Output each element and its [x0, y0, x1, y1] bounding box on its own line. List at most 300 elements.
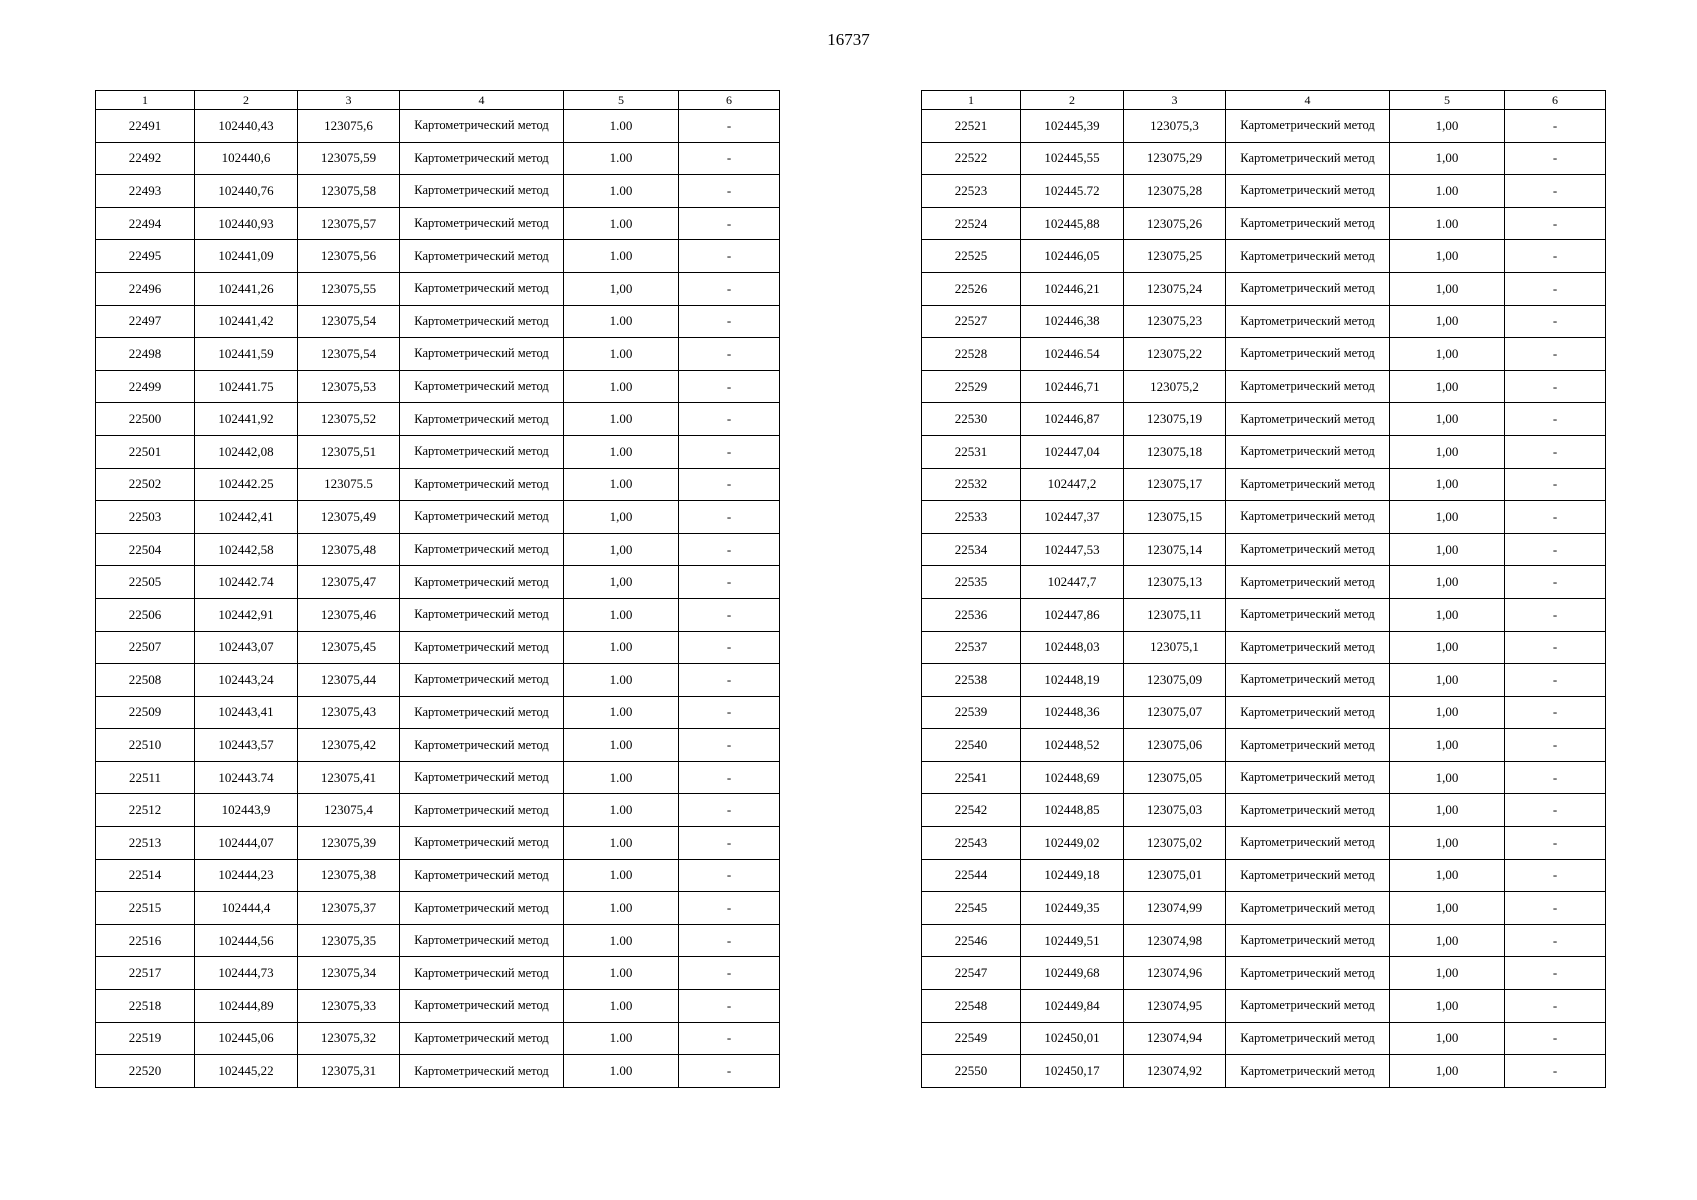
x-coordinate-cell: 102448,19 [1021, 664, 1124, 697]
x-coordinate-cell: 102449,35 [1021, 892, 1124, 925]
x-coordinate-cell: 102443,9 [195, 794, 298, 827]
table-row [922, 468, 1606, 501]
accuracy-cell: 1.00 [564, 435, 679, 468]
x-coordinate-cell: 102449,68 [1021, 957, 1124, 990]
x-coordinate-cell: 102445,39 [1021, 110, 1124, 143]
y-coordinate-cell: 123075,33 [298, 990, 400, 1023]
x-coordinate-cell: 102440,6 [195, 142, 298, 175]
method-cell: Картометрический метод [1226, 598, 1390, 631]
table-row [922, 957, 1606, 990]
accuracy-cell: 1.00 [564, 696, 679, 729]
coordinates-table-left [95, 90, 780, 1088]
accuracy-cell: 1.00 [564, 598, 679, 631]
x-coordinate-cell: 102447,7 [1021, 566, 1124, 599]
table-row [96, 240, 780, 273]
accuracy-cell: 1.00 [564, 924, 679, 957]
x-coordinate-cell: 102442.74 [195, 566, 298, 599]
point-number-cell: 22505 [96, 566, 195, 599]
note-cell: - [1505, 696, 1606, 729]
method-cell: Картометрический метод [1226, 142, 1390, 175]
note-cell: - [679, 696, 780, 729]
x-coordinate-cell: 102444,89 [195, 990, 298, 1023]
accuracy-cell: 1.00 [564, 468, 679, 501]
accuracy-cell: 1.00 [564, 240, 679, 273]
method-cell: Картометрический метод [400, 370, 564, 403]
x-coordinate-cell: 102443,57 [195, 729, 298, 762]
note-cell: - [679, 794, 780, 827]
method-cell: Картометрический метод [1226, 794, 1390, 827]
point-number-cell: 22507 [96, 631, 195, 664]
note-cell: - [1505, 566, 1606, 599]
y-coordinate-cell: 123075,52 [298, 403, 400, 436]
x-coordinate-cell: 102443,24 [195, 664, 298, 697]
table-row [96, 566, 780, 599]
y-coordinate-cell: 123075,25 [1124, 240, 1226, 273]
accuracy-cell: 1,00 [1390, 957, 1505, 990]
accuracy-cell: 1.00 [564, 207, 679, 240]
note-cell: - [1505, 533, 1606, 566]
point-number-cell: 22526 [922, 272, 1021, 305]
accuracy-cell: 1.00 [564, 175, 679, 208]
table-row [922, 175, 1606, 208]
table-row [922, 761, 1606, 794]
header-row [96, 91, 780, 110]
table-row [922, 794, 1606, 827]
point-number-cell: 22524 [922, 207, 1021, 240]
method-cell: Картометрический метод [1226, 924, 1390, 957]
method-cell: Картометрический метод [400, 631, 564, 664]
table-row [96, 468, 780, 501]
method-cell: Картометрический метод [1226, 175, 1390, 208]
point-number-cell: 22521 [922, 110, 1021, 143]
method-cell: Картометрический метод [1226, 729, 1390, 762]
accuracy-cell: 1.00 [564, 403, 679, 436]
y-coordinate-cell: 123075,23 [1124, 305, 1226, 338]
table-row [96, 501, 780, 534]
x-coordinate-cell: 102448,52 [1021, 729, 1124, 762]
y-coordinate-cell: 123075,39 [298, 827, 400, 860]
method-cell: Картометрический метод [1226, 370, 1390, 403]
note-cell: - [679, 598, 780, 631]
note-cell: - [1505, 1055, 1606, 1088]
x-coordinate-cell: 102445,55 [1021, 142, 1124, 175]
table-row [922, 598, 1606, 631]
column-header: 5 [564, 91, 679, 110]
method-cell: Картометрический метод [400, 142, 564, 175]
point-number-cell: 22512 [96, 794, 195, 827]
method-cell: Картометрический метод [400, 566, 564, 599]
method-cell: Картометрический метод [1226, 664, 1390, 697]
point-number-cell: 22541 [922, 761, 1021, 794]
method-cell: Картометрический метод [400, 305, 564, 338]
note-cell: - [679, 207, 780, 240]
point-number-cell: 22549 [922, 1022, 1021, 1055]
method-cell: Картометрический метод [1226, 110, 1390, 143]
x-coordinate-cell: 102443.74 [195, 761, 298, 794]
column-header: 5 [1390, 91, 1505, 110]
y-coordinate-cell: 123075,54 [298, 338, 400, 371]
y-coordinate-cell: 123074,99 [1124, 892, 1226, 925]
method-cell: Картометрический метод [400, 240, 564, 273]
accuracy-cell: 1,00 [1390, 435, 1505, 468]
note-cell: - [679, 435, 780, 468]
x-coordinate-cell: 102447,2 [1021, 468, 1124, 501]
table-row [922, 827, 1606, 860]
table-row [96, 859, 780, 892]
table-row [96, 403, 780, 436]
accuracy-cell: 1,00 [1390, 924, 1505, 957]
table-row [922, 110, 1606, 143]
accuracy-cell: 1.00 [564, 729, 679, 762]
table-row [922, 566, 1606, 599]
table-row [96, 305, 780, 338]
x-coordinate-cell: 102445.72 [1021, 175, 1124, 208]
point-number-cell: 22531 [922, 435, 1021, 468]
method-cell: Картометрический метод [1226, 207, 1390, 240]
point-number-cell: 22494 [96, 207, 195, 240]
accuracy-cell: 1.00 [564, 664, 679, 697]
x-coordinate-cell: 102446,05 [1021, 240, 1124, 273]
note-cell: - [679, 272, 780, 305]
note-cell: - [1505, 598, 1606, 631]
method-cell: Картометрический метод [400, 598, 564, 631]
method-cell: Картометрический метод [400, 1022, 564, 1055]
table-row [922, 207, 1606, 240]
y-coordinate-cell: 123075,15 [1124, 501, 1226, 534]
table-row [96, 827, 780, 860]
column-header: 1 [922, 91, 1021, 110]
accuracy-cell: 1.00 [564, 859, 679, 892]
y-coordinate-cell: 123074,96 [1124, 957, 1226, 990]
accuracy-cell: 1,00 [1390, 240, 1505, 273]
note-cell: - [1505, 1022, 1606, 1055]
table-row [922, 272, 1606, 305]
table-row [96, 794, 780, 827]
accuracy-cell: 1,00 [1390, 272, 1505, 305]
method-cell: Картометрический метод [1226, 240, 1390, 273]
table-row [922, 338, 1606, 371]
note-cell: - [1505, 338, 1606, 371]
x-coordinate-cell: 102446,38 [1021, 305, 1124, 338]
note-cell: - [1505, 272, 1606, 305]
x-coordinate-cell: 102441.75 [195, 370, 298, 403]
method-cell: Картометрический метод [400, 696, 564, 729]
method-cell: Картометрический метод [400, 207, 564, 240]
point-number-cell: 22519 [96, 1022, 195, 1055]
x-coordinate-cell: 102449,02 [1021, 827, 1124, 860]
method-cell: Картометрический метод [400, 664, 564, 697]
y-coordinate-cell: 123074,98 [1124, 924, 1226, 957]
x-coordinate-cell: 102449,84 [1021, 990, 1124, 1023]
accuracy-cell: 1,00 [1390, 631, 1505, 664]
point-number-cell: 22544 [922, 859, 1021, 892]
table-row [96, 631, 780, 664]
accuracy-cell: 1,00 [1390, 892, 1505, 925]
method-cell: Картометрический метод [400, 533, 564, 566]
x-coordinate-cell: 102442,58 [195, 533, 298, 566]
y-coordinate-cell: 123075,29 [1124, 142, 1226, 175]
accuracy-cell: 1,00 [1390, 370, 1505, 403]
table-row [922, 305, 1606, 338]
accuracy-cell: 1,00 [1390, 1022, 1505, 1055]
y-coordinate-cell: 123075,05 [1124, 761, 1226, 794]
table-row [922, 924, 1606, 957]
x-coordinate-cell: 102447,53 [1021, 533, 1124, 566]
y-coordinate-cell: 123075,14 [1124, 533, 1226, 566]
method-cell: Картометрический метод [400, 272, 564, 305]
y-coordinate-cell: 123075,1 [1124, 631, 1226, 664]
note-cell: - [1505, 435, 1606, 468]
note-cell: - [679, 175, 780, 208]
point-number-cell: 22497 [96, 305, 195, 338]
note-cell: - [1505, 827, 1606, 860]
x-coordinate-cell: 102441,59 [195, 338, 298, 371]
point-number-cell: 22536 [922, 598, 1021, 631]
y-coordinate-cell: 123075,43 [298, 696, 400, 729]
note-cell: - [1505, 240, 1606, 273]
accuracy-cell: 1,00 [1390, 566, 1505, 599]
y-coordinate-cell: 123075,56 [298, 240, 400, 273]
y-coordinate-cell: 123075,19 [1124, 403, 1226, 436]
point-number-cell: 22496 [96, 272, 195, 305]
point-number-cell: 22491 [96, 110, 195, 143]
method-cell: Картометрический метод [1226, 403, 1390, 436]
note-cell: - [1505, 859, 1606, 892]
y-coordinate-cell: 123075,38 [298, 859, 400, 892]
point-number-cell: 22540 [922, 729, 1021, 762]
point-number-cell: 22548 [922, 990, 1021, 1023]
point-number-cell: 22538 [922, 664, 1021, 697]
y-coordinate-cell: 123075,41 [298, 761, 400, 794]
note-cell: - [1505, 207, 1606, 240]
note-cell: - [679, 370, 780, 403]
table-row [922, 892, 1606, 925]
point-number-cell: 22528 [922, 338, 1021, 371]
y-coordinate-cell: 123075,35 [298, 924, 400, 957]
y-coordinate-cell: 123075,58 [298, 175, 400, 208]
x-coordinate-cell: 102448,69 [1021, 761, 1124, 794]
method-cell: Картометрический метод [1226, 1022, 1390, 1055]
point-number-cell: 22501 [96, 435, 195, 468]
point-number-cell: 22516 [96, 924, 195, 957]
point-number-cell: 22514 [96, 859, 195, 892]
accuracy-cell: 1,00 [1390, 598, 1505, 631]
point-number-cell: 22530 [922, 403, 1021, 436]
table-row [96, 435, 780, 468]
method-cell: Картометрический метод [1226, 990, 1390, 1023]
point-number-cell: 22539 [922, 696, 1021, 729]
method-cell: Картометрический метод [1226, 827, 1390, 860]
y-coordinate-cell: 123075,24 [1124, 272, 1226, 305]
note-cell: - [679, 533, 780, 566]
table-row [96, 272, 780, 305]
accuracy-cell: 1,00 [1390, 110, 1505, 143]
table-row [922, 1055, 1606, 1088]
column-header: 1 [96, 91, 195, 110]
x-coordinate-cell: 102448,85 [1021, 794, 1124, 827]
note-cell: - [679, 827, 780, 860]
note-cell: - [1505, 990, 1606, 1023]
accuracy-cell: 1.00 [564, 761, 679, 794]
table-row [96, 142, 780, 175]
note-cell: - [1505, 631, 1606, 664]
method-cell: Картометрический метод [400, 924, 564, 957]
table-row [96, 338, 780, 371]
note-cell: - [679, 110, 780, 143]
y-coordinate-cell: 123074,95 [1124, 990, 1226, 1023]
x-coordinate-cell: 102442,91 [195, 598, 298, 631]
accuracy-cell: 1,00 [1390, 1055, 1505, 1088]
accuracy-cell: 1,00 [1390, 859, 1505, 892]
method-cell: Картометрический метод [400, 957, 564, 990]
table-row [96, 729, 780, 762]
y-coordinate-cell: 123075,06 [1124, 729, 1226, 762]
method-cell: Картометрический метод [400, 110, 564, 143]
y-coordinate-cell: 123075,44 [298, 664, 400, 697]
x-coordinate-cell: 102442,41 [195, 501, 298, 534]
x-coordinate-cell: 102441,92 [195, 403, 298, 436]
method-cell: Картометрический метод [1226, 859, 1390, 892]
point-number-cell: 22504 [96, 533, 195, 566]
accuracy-cell: 1,00 [564, 566, 679, 599]
x-coordinate-cell: 102448,36 [1021, 696, 1124, 729]
method-cell: Картометрический метод [400, 175, 564, 208]
point-number-cell: 22513 [96, 827, 195, 860]
accuracy-cell: 1.00 [564, 370, 679, 403]
table-row [922, 240, 1606, 273]
accuracy-cell: 1.00 [564, 892, 679, 925]
note-cell: - [679, 957, 780, 990]
table-row [96, 207, 780, 240]
method-cell: Картометрический метод [1226, 696, 1390, 729]
point-number-cell: 22546 [922, 924, 1021, 957]
point-number-cell: 22508 [96, 664, 195, 697]
method-cell: Картометрический метод [400, 403, 564, 436]
accuracy-cell: 1,00 [1390, 664, 1505, 697]
method-cell: Картометрический метод [400, 501, 564, 534]
note-cell: - [679, 142, 780, 175]
note-cell: - [1505, 110, 1606, 143]
note-cell: - [1505, 729, 1606, 762]
accuracy-cell: 1,00 [564, 501, 679, 534]
point-number-cell: 22499 [96, 370, 195, 403]
point-number-cell: 22495 [96, 240, 195, 273]
x-coordinate-cell: 102446.54 [1021, 338, 1124, 371]
column-header: 2 [1021, 91, 1124, 110]
accuracy-cell: 1.00 [564, 1055, 679, 1088]
accuracy-cell: 1,00 [1390, 533, 1505, 566]
method-cell: Картометрический метод [1226, 533, 1390, 566]
header-row [922, 91, 1606, 110]
note-cell: - [1505, 664, 1606, 697]
y-coordinate-cell: 123075,31 [298, 1055, 400, 1088]
point-number-cell: 22522 [922, 142, 1021, 175]
y-coordinate-cell: 123075,57 [298, 207, 400, 240]
y-coordinate-cell: 123075,4 [298, 794, 400, 827]
column-header: 6 [679, 91, 780, 110]
table-row [922, 631, 1606, 664]
x-coordinate-cell: 102444,23 [195, 859, 298, 892]
y-coordinate-cell: 123075,45 [298, 631, 400, 664]
table-row [922, 664, 1606, 697]
point-number-cell: 22510 [96, 729, 195, 762]
x-coordinate-cell: 102446,87 [1021, 403, 1124, 436]
x-coordinate-cell: 102447,86 [1021, 598, 1124, 631]
table-row [922, 1022, 1606, 1055]
y-coordinate-cell: 123075,2 [1124, 370, 1226, 403]
accuracy-cell: 1.00 [1390, 207, 1505, 240]
x-coordinate-cell: 102442.25 [195, 468, 298, 501]
table-row [96, 175, 780, 208]
y-coordinate-cell: 123075.5 [298, 468, 400, 501]
column-header: 4 [400, 91, 564, 110]
y-coordinate-cell: 123075,51 [298, 435, 400, 468]
table-row [96, 1022, 780, 1055]
table-row [922, 729, 1606, 762]
note-cell: - [679, 859, 780, 892]
note-cell: - [1505, 501, 1606, 534]
x-coordinate-cell: 102440,43 [195, 110, 298, 143]
point-number-cell: 22534 [922, 533, 1021, 566]
y-coordinate-cell: 123074,94 [1124, 1022, 1226, 1055]
accuracy-cell: 1.00 [564, 957, 679, 990]
x-coordinate-cell: 102449,18 [1021, 859, 1124, 892]
accuracy-cell: 1.00 [1390, 175, 1505, 208]
y-coordinate-cell: 123075,09 [1124, 664, 1226, 697]
method-cell: Картометрический метод [400, 761, 564, 794]
x-coordinate-cell: 102445,22 [195, 1055, 298, 1088]
column-header: 2 [195, 91, 298, 110]
method-cell: Картометрический метод [400, 468, 564, 501]
x-coordinate-cell: 102440,76 [195, 175, 298, 208]
note-cell: - [1505, 142, 1606, 175]
point-number-cell: 22515 [96, 892, 195, 925]
note-cell: - [679, 664, 780, 697]
x-coordinate-cell: 102442,08 [195, 435, 298, 468]
method-cell: Картометрический метод [1226, 631, 1390, 664]
method-cell: Картометрический метод [1226, 468, 1390, 501]
y-coordinate-cell: 123075,48 [298, 533, 400, 566]
point-number-cell: 22537 [922, 631, 1021, 664]
note-cell: - [1505, 370, 1606, 403]
note-cell: - [679, 468, 780, 501]
table-row [96, 110, 780, 143]
table-row [96, 370, 780, 403]
accuracy-cell: 1.00 [564, 305, 679, 338]
x-coordinate-cell: 102448,03 [1021, 631, 1124, 664]
x-coordinate-cell: 102445,06 [195, 1022, 298, 1055]
y-coordinate-cell: 123075,3 [1124, 110, 1226, 143]
y-coordinate-cell: 123075,01 [1124, 859, 1226, 892]
table-row [922, 696, 1606, 729]
y-coordinate-cell: 123075,54 [298, 305, 400, 338]
note-cell: - [1505, 892, 1606, 925]
x-coordinate-cell: 102446,71 [1021, 370, 1124, 403]
column-header: 6 [1505, 91, 1606, 110]
point-number-cell: 22502 [96, 468, 195, 501]
method-cell: Картометрический метод [400, 338, 564, 371]
accuracy-cell: 1,00 [1390, 338, 1505, 371]
table-row [96, 957, 780, 990]
point-number-cell: 22523 [922, 175, 1021, 208]
method-cell: Картометрический метод [1226, 435, 1390, 468]
table-row [922, 990, 1606, 1023]
note-cell: - [679, 403, 780, 436]
accuracy-cell: 1,00 [1390, 794, 1505, 827]
method-cell: Картометрический метод [1226, 1055, 1390, 1088]
column-header: 3 [1124, 91, 1226, 110]
page-number: 16737 [827, 30, 870, 49]
